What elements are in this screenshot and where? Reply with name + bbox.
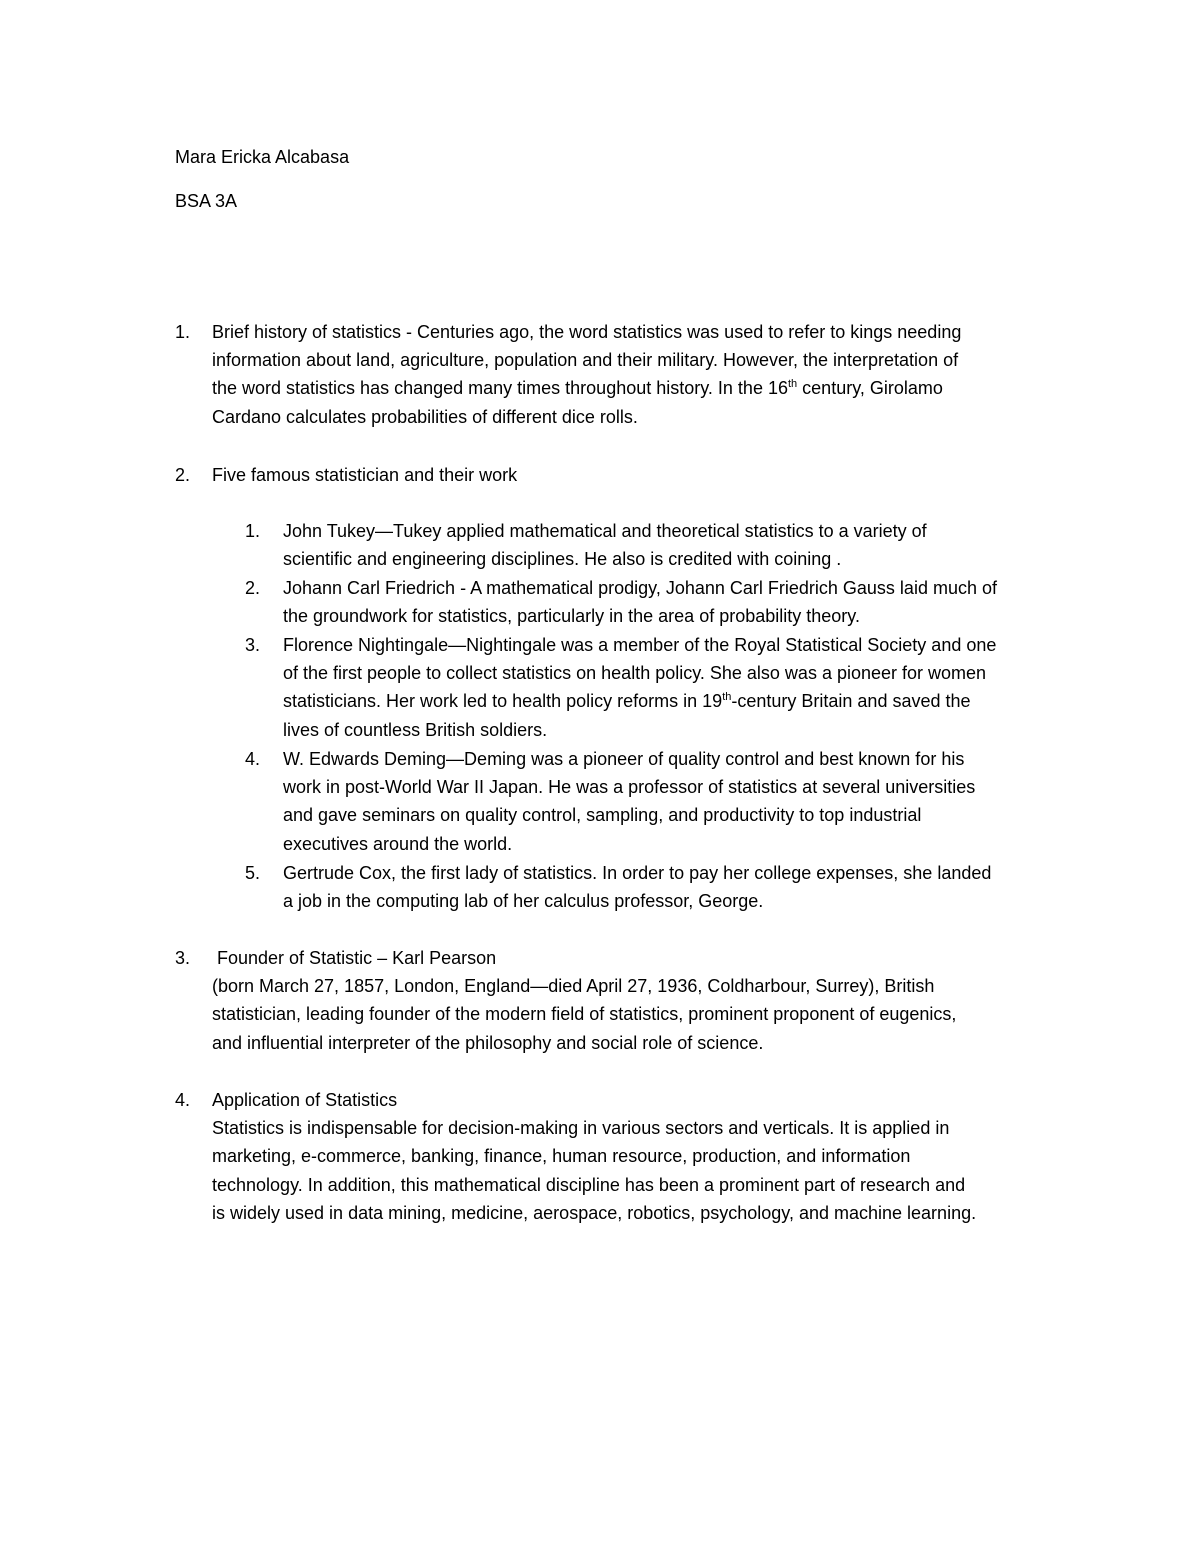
list-item-text bbox=[212, 1086, 1072, 1227]
text-line: of the first people to collect statistics on health policy. She also was a pioneer for women bbox=[283, 663, 987, 684]
list-item-text bbox=[283, 631, 1073, 744]
list-number: 1. bbox=[245, 521, 261, 541]
text-span: century, Girolamo bbox=[797, 378, 943, 399]
text-line: Brief history of statistics - Centuries ago, the word statistics was used to refer to kings needing bbox=[212, 322, 962, 342]
list-item-text bbox=[283, 517, 1073, 573]
text-line: work in post-World War II Japan. He was a professor of statistics at several universities bbox=[283, 777, 976, 798]
superscript: th bbox=[787, 378, 798, 391]
text-line: W. Edwards Deming—Deming was a pioneer of quality control and best known for his bbox=[283, 749, 965, 769]
text-line: and gave seminars on quality control, sampling, and productivity to top industrial bbox=[283, 805, 922, 826]
text-line: (born March 27, 1857, London, England—died April 27, 1936, Coldharbour, Surrey), British bbox=[212, 976, 935, 997]
text-line: marketing, e-commerce, banking, finance, human resource, production, and information bbox=[212, 1146, 911, 1167]
text-line: Cardano calculates probabilities of different dice rolls. bbox=[212, 406, 638, 427]
text-line: technology. In addition, this mathematical discipline has been a prominent part of research and bbox=[212, 1174, 966, 1195]
text-line bbox=[283, 687, 1073, 715]
list-number: 3. bbox=[245, 635, 261, 655]
text-line: Gertrude Cox, the first lady of statistics. In order to pay her college expenses, she landed bbox=[283, 863, 992, 883]
list-number: 1. bbox=[175, 322, 191, 342]
text-line: the groundwork for statistics, particularly in the area of probability theory. bbox=[283, 606, 860, 627]
text-line: John Tukey—Tukey applied mathematical and theoretical statistics to a variety of bbox=[283, 521, 927, 541]
text-line: is widely used in data mining, medicine, aerospace, robotics, psychology, and machine learning. bbox=[212, 1202, 977, 1223]
list-item-text bbox=[212, 944, 1072, 1057]
text-line: lives of countless British soldiers. bbox=[283, 719, 548, 740]
text-line: Founder of Statistic – Karl Pearson bbox=[212, 948, 497, 968]
list-number: 4. bbox=[175, 1090, 191, 1110]
list-number: 2. bbox=[245, 578, 261, 598]
text-line: a job in the computing lab of her calculus professor, George. bbox=[283, 891, 764, 912]
text-line: information about land, agriculture, population and their military. However, the interpretation of bbox=[212, 350, 959, 371]
list-number: 5. bbox=[245, 863, 261, 883]
text-line: and influential interpreter of the philosophy and social role of science. bbox=[212, 1032, 764, 1053]
list-item-text bbox=[212, 461, 1072, 489]
text-span: the word statistics has changed many times throughout history. In the 16 bbox=[212, 378, 788, 399]
text-span: statisticians. Her work led to health policy reforms in 19 bbox=[283, 691, 723, 712]
text-line: scientific and engineering disciplines. He also is credited with coining . bbox=[283, 549, 842, 570]
text-span: -century Britain and saved the bbox=[731, 691, 971, 712]
text-line: Johann Carl Friedrich - A mathematical prodigy, Johann Carl Friedrich Gauss laid much of bbox=[283, 578, 997, 598]
list-item-text bbox=[283, 574, 1073, 630]
text-line: Statistics is indispensable for decision-making in various sectors and verticals. It is applied in bbox=[212, 1118, 950, 1139]
class-section: BSA 3A bbox=[175, 191, 238, 211]
text-line bbox=[212, 374, 1072, 402]
list-number: 3. bbox=[175, 948, 191, 968]
list-number: 2. bbox=[175, 465, 191, 485]
text-line: Five famous statistician and their work bbox=[212, 465, 518, 485]
list-number: 4. bbox=[245, 749, 261, 769]
text-line: Application of Statistics bbox=[212, 1090, 398, 1110]
text-line: Florence Nightingale—Nightingale was a member of the Royal Statistical Society and one bbox=[283, 635, 997, 655]
list-item-text bbox=[283, 859, 1073, 915]
list-item-text bbox=[212, 318, 1072, 431]
text-line: executives around the world. bbox=[283, 833, 513, 854]
text-line: statistician, leading founder of the modern field of statistics, prominent proponent of eugenics, bbox=[212, 1004, 957, 1025]
author-name: Mara Ericka Alcabasa bbox=[175, 147, 350, 167]
superscript: th bbox=[722, 691, 732, 704]
list-item-text bbox=[283, 745, 1073, 858]
